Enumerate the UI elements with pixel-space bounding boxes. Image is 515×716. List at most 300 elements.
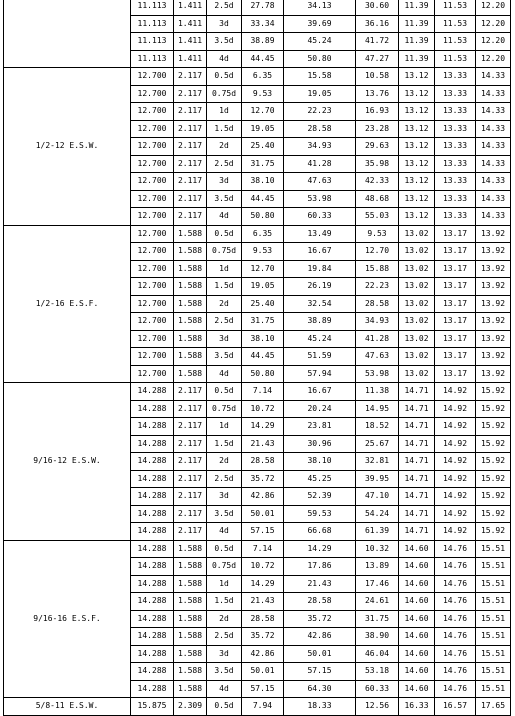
table-cell: 2.5d — [207, 470, 242, 488]
table-cell: 19.05 — [242, 120, 284, 138]
table-cell: 41.72 — [356, 33, 399, 51]
table-cell: 15.58 — [284, 68, 356, 86]
table-cell: 2.5d — [207, 313, 242, 331]
table-cell: 14.92 — [435, 383, 476, 401]
table-cell: 15.88 — [356, 260, 399, 278]
table-cell: 13.12 — [399, 103, 435, 121]
table-cell: 55.03 — [356, 208, 399, 226]
table-cell: 2.117 — [174, 208, 207, 226]
table-cell: 13.17 — [435, 348, 476, 366]
table-cell: 0.75d — [207, 243, 242, 261]
table-cell: 12.700 — [131, 208, 174, 226]
table-cell: 14.60 — [399, 663, 435, 681]
table-cell: 14.60 — [399, 575, 435, 593]
table-cell: 2.117 — [174, 418, 207, 436]
table-cell: 13.17 — [435, 365, 476, 383]
table-cell: 13.92 — [476, 348, 511, 366]
table-cell: 9.53 — [242, 85, 284, 103]
table-cell: 15.51 — [476, 628, 511, 646]
table-cell: 3d — [207, 330, 242, 348]
table-cell: 2.117 — [174, 120, 207, 138]
table-cell: 21.43 — [242, 593, 284, 611]
table-cell: 12.700 — [131, 278, 174, 296]
table-cell: 0.5d — [207, 68, 242, 86]
table-cell: 13.12 — [399, 208, 435, 226]
table-cell: 14.33 — [476, 103, 511, 121]
table-cell: 13.33 — [435, 85, 476, 103]
table-cell: 14.33 — [476, 208, 511, 226]
table-cell: 13.92 — [476, 330, 511, 348]
table-cell: 38.10 — [242, 330, 284, 348]
table-cell: 31.75 — [242, 313, 284, 331]
table-cell: 0.75d — [207, 558, 242, 576]
table-cell: 13.02 — [399, 313, 435, 331]
table-cell: 34.93 — [284, 138, 356, 156]
table-cell: 53.18 — [356, 663, 399, 681]
table-cell: 36.16 — [356, 15, 399, 33]
table-cell: 42.86 — [242, 488, 284, 506]
table-cell: 13.12 — [399, 85, 435, 103]
table-cell: 1.588 — [174, 663, 207, 681]
table-cell: 7.14 — [242, 383, 284, 401]
table-cell: 1.588 — [174, 313, 207, 331]
table-cell: 19.05 — [242, 278, 284, 296]
table-cell: 22.23 — [284, 103, 356, 121]
table-cell: 13.33 — [435, 120, 476, 138]
table-cell: 14.92 — [435, 418, 476, 436]
table-cell: 13.17 — [435, 225, 476, 243]
table-cell: 6.35 — [242, 68, 284, 86]
table-cell: 13.92 — [476, 313, 511, 331]
table-cell: 1.5d — [207, 435, 242, 453]
table-cell: 12.700 — [131, 348, 174, 366]
table-cell: 15.92 — [476, 400, 511, 418]
table-cell: 1.588 — [174, 645, 207, 663]
table-cell: 12.700 — [131, 313, 174, 331]
table-cell: 50.01 — [242, 505, 284, 523]
table-cell: 0.5d — [207, 540, 242, 558]
table-row — [4, 383, 511, 401]
table-cell: 13.33 — [435, 190, 476, 208]
table-cell: 31.75 — [356, 610, 399, 628]
table-cell: 12.700 — [131, 225, 174, 243]
table-cell: 38.90 — [356, 628, 399, 646]
table-cell: 14.71 — [399, 453, 435, 471]
table-cell: 14.33 — [476, 173, 511, 191]
table-cell: 13.33 — [435, 68, 476, 86]
table-cell: 50.01 — [242, 663, 284, 681]
table-row — [4, 0, 511, 15]
table-cell: 1.588 — [174, 540, 207, 558]
table-cell: 0.75d — [207, 400, 242, 418]
table-cell: 2.117 — [174, 435, 207, 453]
table-cell: 1.588 — [174, 330, 207, 348]
table-cell: 44.45 — [242, 50, 284, 68]
table-cell: 13.33 — [435, 173, 476, 191]
table-cell: 3d — [207, 645, 242, 663]
table-cell: 14.33 — [476, 190, 511, 208]
table-cell: 14.288 — [131, 470, 174, 488]
table-cell: 17.46 — [356, 575, 399, 593]
thread-spec-table — [3, 0, 511, 716]
table-cell: 2.117 — [174, 155, 207, 173]
table-cell: 60.33 — [356, 680, 399, 698]
table-cell: 14.288 — [131, 680, 174, 698]
table-cell: 14.76 — [435, 628, 476, 646]
table-cell: 2.117 — [174, 173, 207, 191]
table-cell: 32.54 — [284, 295, 356, 313]
table-cell: 38.89 — [284, 313, 356, 331]
table-cell: 2.117 — [174, 68, 207, 86]
table-cell: 14.92 — [435, 400, 476, 418]
table-cell: 15.51 — [476, 575, 511, 593]
table-cell: 1.588 — [174, 628, 207, 646]
table-cell: 14.71 — [399, 488, 435, 506]
table-cell: 13.33 — [435, 155, 476, 173]
table-cell: 13.12 — [399, 138, 435, 156]
table-cell: 27.78 — [242, 0, 284, 15]
table-cell: 13.17 — [435, 260, 476, 278]
document-page — [3, 0, 510, 711]
table-cell: 18.52 — [356, 418, 399, 436]
table-cell: 14.92 — [435, 470, 476, 488]
table-cell: 16.67 — [284, 383, 356, 401]
table-cell: 1.588 — [174, 365, 207, 383]
table-cell: 7.94 — [242, 698, 284, 716]
table-cell: 48.68 — [356, 190, 399, 208]
table-cell: 14.71 — [399, 435, 435, 453]
table-cell: 15.51 — [476, 645, 511, 663]
table-cell: 30.60 — [356, 0, 399, 15]
table-cell: 14.288 — [131, 453, 174, 471]
table-cell: 14.288 — [131, 575, 174, 593]
table-cell: 14.76 — [435, 593, 476, 611]
table-cell: 1.411 — [174, 33, 207, 51]
table-cell: 13.92 — [476, 260, 511, 278]
table-cell: 15.875 — [131, 698, 174, 716]
table-cell: 14.71 — [399, 400, 435, 418]
table-cell: 11.113 — [131, 0, 174, 15]
table-cell: 2.117 — [174, 85, 207, 103]
table-cell: 2.117 — [174, 383, 207, 401]
table-cell: 20.24 — [284, 400, 356, 418]
table-cell: 50.80 — [284, 50, 356, 68]
table-cell: 0.5d — [207, 383, 242, 401]
table-cell: 53.98 — [356, 365, 399, 383]
table-cell: 14.71 — [399, 418, 435, 436]
table-cell: 13.12 — [399, 155, 435, 173]
table-cell: 14.95 — [356, 400, 399, 418]
thread-designation-cell: 9/16-12 E.S.W. — [4, 383, 131, 541]
table-cell: 17.65 — [476, 698, 511, 716]
table-cell: 13.17 — [435, 313, 476, 331]
table-cell: 19.84 — [284, 260, 356, 278]
table-cell: 9.53 — [242, 243, 284, 261]
table-cell: 54.24 — [356, 505, 399, 523]
table-cell: 2.5d — [207, 0, 242, 15]
table-cell: 34.13 — [284, 0, 356, 15]
table-cell: 14.33 — [476, 85, 511, 103]
table-cell: 1d — [207, 418, 242, 436]
table-cell: 13.02 — [399, 278, 435, 296]
table-cell: 1.588 — [174, 610, 207, 628]
table-cell: 4d — [207, 50, 242, 68]
table-cell: 13.17 — [435, 243, 476, 261]
table-cell: 15.92 — [476, 488, 511, 506]
table-cell: 1.588 — [174, 295, 207, 313]
table-cell: 14.29 — [284, 540, 356, 558]
table-cell: 4d — [207, 523, 242, 541]
table-cell: 3.5d — [207, 663, 242, 681]
table-cell: 2.117 — [174, 470, 207, 488]
table-cell: 35.72 — [284, 610, 356, 628]
table-cell: 12.700 — [131, 120, 174, 138]
table-cell: 14.288 — [131, 540, 174, 558]
table-cell: 39.69 — [284, 15, 356, 33]
table-cell: 13.02 — [399, 260, 435, 278]
table-cell: 13.02 — [399, 330, 435, 348]
table-cell: 13.49 — [284, 225, 356, 243]
table-cell: 2.5d — [207, 155, 242, 173]
table-cell: 11.39 — [399, 33, 435, 51]
table-cell: 18.33 — [284, 698, 356, 716]
table-cell: 41.28 — [356, 330, 399, 348]
table-cell: 50.80 — [242, 208, 284, 226]
table-cell: 14.92 — [435, 523, 476, 541]
table-cell: 38.10 — [242, 173, 284, 191]
table-cell: 14.288 — [131, 645, 174, 663]
table-cell: 4d — [207, 365, 242, 383]
table-cell: 21.43 — [242, 435, 284, 453]
table-cell: 2.117 — [174, 400, 207, 418]
table-cell: 14.288 — [131, 418, 174, 436]
table-cell: 45.24 — [284, 330, 356, 348]
table-cell: 13.02 — [399, 348, 435, 366]
table-cell: 47.63 — [356, 348, 399, 366]
table-cell: 12.70 — [356, 243, 399, 261]
table-cell: 13.12 — [399, 190, 435, 208]
table-cell: 50.01 — [284, 645, 356, 663]
table-cell: 3d — [207, 173, 242, 191]
table-cell: 52.39 — [284, 488, 356, 506]
table-cell: 14.288 — [131, 663, 174, 681]
table-cell: 42.86 — [242, 645, 284, 663]
table-cell: 12.700 — [131, 260, 174, 278]
table-cell: 16.57 — [435, 698, 476, 716]
table-cell: 57.15 — [284, 663, 356, 681]
table-cell: 14.71 — [399, 383, 435, 401]
table-cell: 23.81 — [284, 418, 356, 436]
table-cell: 13.17 — [435, 278, 476, 296]
table-cell: 23.28 — [356, 120, 399, 138]
table-cell: 13.12 — [399, 120, 435, 138]
table-cell: 12.20 — [476, 33, 511, 51]
table-cell: 12.700 — [131, 330, 174, 348]
table-cell: 11.53 — [435, 15, 476, 33]
table-cell: 14.33 — [476, 155, 511, 173]
table-cell: 61.39 — [356, 523, 399, 541]
table-cell: 11.53 — [435, 50, 476, 68]
table-cell: 11.39 — [399, 15, 435, 33]
table-cell: 47.27 — [356, 50, 399, 68]
table-cell: 15.51 — [476, 680, 511, 698]
table-cell: 38.89 — [242, 33, 284, 51]
table-cell: 1.588 — [174, 243, 207, 261]
table-cell: 3.5d — [207, 33, 242, 51]
table-cell: 30.96 — [284, 435, 356, 453]
table-cell: 53.98 — [284, 190, 356, 208]
table-cell: 33.34 — [242, 15, 284, 33]
table-cell: 60.33 — [284, 208, 356, 226]
table-cell: 12.700 — [131, 243, 174, 261]
table-cell: 13.02 — [399, 243, 435, 261]
table-cell: 34.93 — [356, 313, 399, 331]
table-cell: 1.588 — [174, 680, 207, 698]
table-cell: 47.63 — [284, 173, 356, 191]
table-cell: 1.5d — [207, 278, 242, 296]
table-cell: 12.700 — [131, 68, 174, 86]
table-cell: 2.5d — [207, 628, 242, 646]
table-cell: 1d — [207, 260, 242, 278]
table-cell: 1.588 — [174, 348, 207, 366]
table-cell: 11.53 — [435, 33, 476, 51]
table-cell: 11.39 — [399, 50, 435, 68]
table-cell: 14.92 — [435, 505, 476, 523]
table-cell: 7.14 — [242, 540, 284, 558]
table-cell: 12.700 — [131, 190, 174, 208]
table-cell: 2.117 — [174, 505, 207, 523]
table-cell: 13.76 — [356, 85, 399, 103]
table-cell: 13.92 — [476, 365, 511, 383]
table-cell: 1d — [207, 575, 242, 593]
table-cell: 16.33 — [399, 698, 435, 716]
table-cell: 13.02 — [399, 365, 435, 383]
table-cell: 44.45 — [242, 348, 284, 366]
table-cell: 1.588 — [174, 575, 207, 593]
table-cell: 3d — [207, 488, 242, 506]
table-cell: 14.288 — [131, 610, 174, 628]
table-cell: 2.117 — [174, 453, 207, 471]
table-cell: 13.12 — [399, 68, 435, 86]
table-cell: 14.60 — [399, 645, 435, 663]
table-body — [4, 0, 511, 715]
thread-designation-cell: 1/2-12 E.S.W. — [4, 68, 131, 226]
table-cell: 57.15 — [242, 680, 284, 698]
table-cell: 12.700 — [131, 138, 174, 156]
table-cell: 25.67 — [356, 435, 399, 453]
table-cell: 28.58 — [284, 593, 356, 611]
table-cell: 22.23 — [356, 278, 399, 296]
table-cell: 1.588 — [174, 593, 207, 611]
table-cell: 1.5d — [207, 593, 242, 611]
table-cell: 14.33 — [476, 120, 511, 138]
table-row — [4, 540, 511, 558]
table-cell: 46.04 — [356, 645, 399, 663]
table-cell: 13.92 — [476, 243, 511, 261]
table-cell: 3.5d — [207, 348, 242, 366]
table-cell: 11.53 — [435, 0, 476, 15]
table-cell: 12.700 — [131, 103, 174, 121]
table-cell: 1.411 — [174, 50, 207, 68]
table-cell: 15.92 — [476, 453, 511, 471]
table-cell: 57.15 — [242, 523, 284, 541]
table-cell: 16.93 — [356, 103, 399, 121]
table-cell: 2.117 — [174, 523, 207, 541]
table-cell: 15.92 — [476, 523, 511, 541]
table-cell: 2d — [207, 138, 242, 156]
table-cell: 14.60 — [399, 628, 435, 646]
table-cell: 12.700 — [131, 155, 174, 173]
table-cell: 0.75d — [207, 85, 242, 103]
table-cell: 13.02 — [399, 225, 435, 243]
table-cell: 0.5d — [207, 225, 242, 243]
table-cell: 35.72 — [242, 628, 284, 646]
table-cell: 14.288 — [131, 383, 174, 401]
table-cell: 14.29 — [242, 418, 284, 436]
table-cell: 12.20 — [476, 15, 511, 33]
table-cell: 13.33 — [435, 103, 476, 121]
table-cell: 14.76 — [435, 645, 476, 663]
table-cell: 21.43 — [284, 575, 356, 593]
table-cell: 14.76 — [435, 575, 476, 593]
table-cell: 14.92 — [435, 435, 476, 453]
table-cell: 28.58 — [242, 610, 284, 628]
table-cell: 11.38 — [356, 383, 399, 401]
table-cell: 2.117 — [174, 488, 207, 506]
table-cell: 50.80 — [242, 365, 284, 383]
table-cell: 24.61 — [356, 593, 399, 611]
table-cell: 14.76 — [435, 610, 476, 628]
thread-designation-cell: 9/16-16 E.S.F. — [4, 540, 131, 698]
table-cell: 4d — [207, 680, 242, 698]
table-cell: 14.60 — [399, 680, 435, 698]
table-cell: 15.92 — [476, 470, 511, 488]
table-row — [4, 225, 511, 243]
table-cell: 42.33 — [356, 173, 399, 191]
table-cell: 17.86 — [284, 558, 356, 576]
table-cell: 12.70 — [242, 103, 284, 121]
table-cell: 2d — [207, 295, 242, 313]
table-cell: 3.5d — [207, 190, 242, 208]
table-cell: 10.72 — [242, 400, 284, 418]
table-cell: 14.288 — [131, 628, 174, 646]
table-cell: 14.288 — [131, 523, 174, 541]
table-cell: 44.45 — [242, 190, 284, 208]
thread-designation-cell: 5/8-11 E.S.W. — [4, 698, 131, 716]
table-cell: 13.17 — [435, 295, 476, 313]
table-cell: 28.58 — [356, 295, 399, 313]
table-cell: 12.700 — [131, 173, 174, 191]
table-cell: 12.20 — [476, 0, 511, 15]
table-cell: 15.92 — [476, 418, 511, 436]
table-cell: 6.35 — [242, 225, 284, 243]
table-cell: 14.60 — [399, 593, 435, 611]
table-cell: 12.70 — [242, 260, 284, 278]
table-cell: 51.59 — [284, 348, 356, 366]
table-cell: 29.63 — [356, 138, 399, 156]
table-cell: 10.58 — [356, 68, 399, 86]
table-cell: 11.113 — [131, 15, 174, 33]
table-cell: 11.113 — [131, 33, 174, 51]
table-cell: 1.5d — [207, 120, 242, 138]
table-cell: 13.02 — [399, 295, 435, 313]
table-cell: 14.76 — [435, 558, 476, 576]
table-cell: 15.92 — [476, 383, 511, 401]
table-cell: 2d — [207, 610, 242, 628]
table-cell: 15.92 — [476, 435, 511, 453]
table-cell: 15.51 — [476, 540, 511, 558]
table-cell: 14.76 — [435, 680, 476, 698]
